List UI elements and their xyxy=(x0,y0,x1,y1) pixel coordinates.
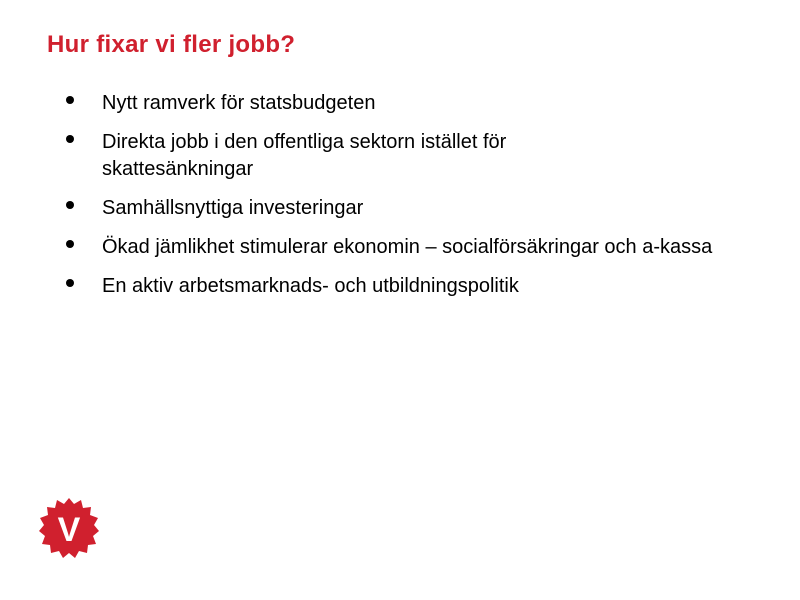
bullet-text: Samhällsnyttiga investeringar xyxy=(102,197,364,219)
bullet-text: Direkta jobb i den offentliga sektorn istället för skattesänkningar xyxy=(102,131,507,180)
bullet-text: Nytt ramverk för statsbudgeten xyxy=(102,92,376,114)
bullet-list xyxy=(60,90,760,300)
bullet-dot-icon xyxy=(66,96,74,104)
bullet-dot-icon xyxy=(66,279,74,287)
bullet-text: En aktiv arbetsmarknads- och utbildningspolitik xyxy=(102,275,519,297)
bullet-item xyxy=(60,90,760,117)
bullet-text: Ökad jämlikhet stimulerar ekonomin – socialförsäkringar och a-kassa xyxy=(102,236,713,258)
bullet-item xyxy=(60,273,760,300)
logo-letter: V xyxy=(57,511,81,549)
party-logo-v-icon xyxy=(38,496,100,562)
bullet-dot-icon xyxy=(66,135,74,143)
bullet-dot-icon xyxy=(66,201,74,209)
bullet-item xyxy=(60,195,760,222)
bullet-dot-icon xyxy=(66,240,74,248)
bullet-item xyxy=(60,234,760,261)
slide-title: Hur fixar vi fler jobb? xyxy=(47,31,296,58)
bullet-item xyxy=(60,129,760,183)
